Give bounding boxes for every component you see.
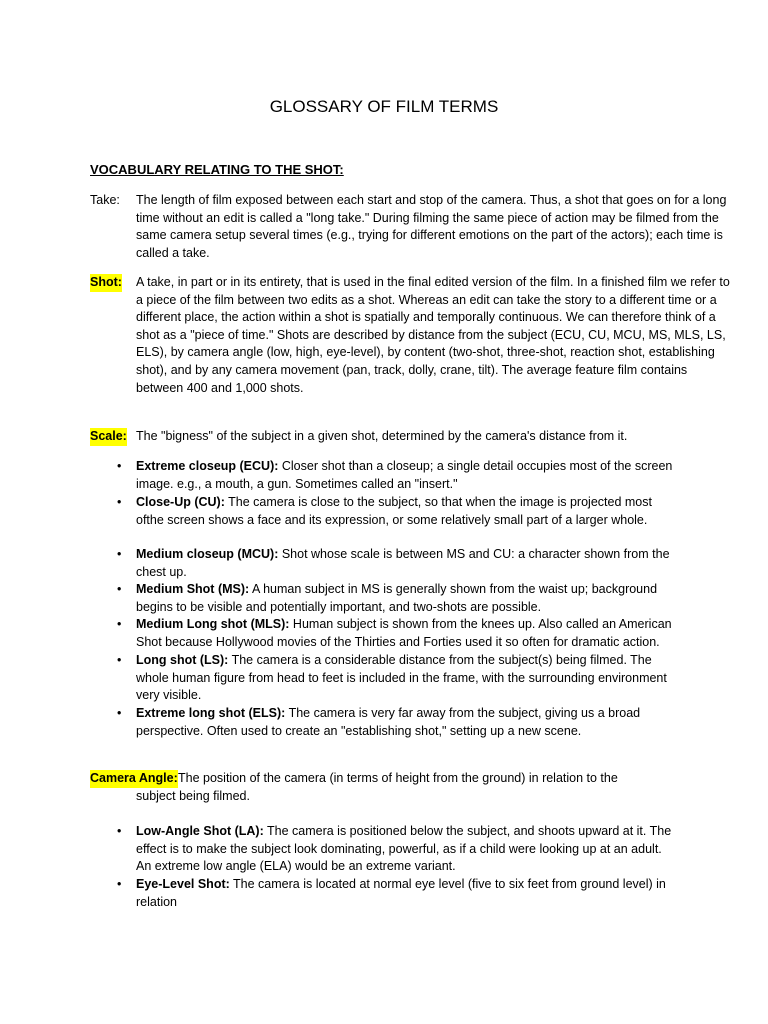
- bullet-icon: •: [117, 877, 122, 891]
- bullet-icon: •: [117, 459, 122, 473]
- definition-first-line: The position of the camera (in terms of height from the ground) in relation to the: [178, 771, 618, 785]
- term-definition: The length of film exposed between each start and stop of the camera. Thus, a shot that goes on for a long time without an edit is called a "long take." During filming the same piece of action may be filmed from the same camera setup several times (e.g., trying for different emotions on the part of the actors); each time is called a take.: [136, 193, 727, 260]
- list-definition: The camera is a considerable distance from the subject(s) being filmed. The whole human figure from head to feet is included in the frame, with the surrounding environment very visible.: [136, 653, 667, 703]
- list-term: Long shot (LS):: [136, 653, 229, 667]
- bullet-icon: •: [117, 495, 122, 509]
- definition-continuation: subject being filmed.: [136, 788, 250, 803]
- term-label-highlighted: Camera Angle:: [90, 770, 178, 788]
- term-label-highlighted: Scale:: [90, 428, 127, 446]
- list-term: Medium closeup (MCU):: [136, 547, 279, 561]
- bullet-icon: •: [117, 547, 122, 561]
- bullet-icon: •: [117, 653, 122, 667]
- list-definition: Human subject is shown from the knees up. Also called an American Shot because Hollywood movies of the Thirties and Forties used it so often for dramatic action.: [136, 617, 672, 649]
- list-definition: A human subject in MS is generally shown from the waist up; background begins to be visible and potentially important, and two-shots are possible.: [136, 582, 658, 614]
- list-term: Close-Up (CU):: [136, 495, 225, 509]
- page-title: GLOSSARY OF FILM TERMS: [269, 97, 499, 116]
- list-definition: Closer shot than a closeup; a single detail occupies most of the screen image. e.g., a mouth, a gun. Sometimes called an "insert.": [136, 459, 673, 491]
- list-definition: Shot whose scale is between MS and CU: a character shown from the chest up.: [136, 547, 670, 579]
- list-term: Extreme closeup (ECU):: [136, 459, 279, 473]
- term-label: Take:: [90, 193, 120, 207]
- list-definition: The camera is located at normal eye level (five to six feet from ground level) in relation: [136, 877, 666, 909]
- list-term: Eye-Level Shot:: [136, 877, 230, 891]
- bullet-icon: •: [117, 824, 122, 838]
- list-definition: The camera is close to the subject, so that when the image is projected most ofthe screen shows a face and its expression, or some relatively small part of a larger whole.: [136, 495, 652, 527]
- term-definition: The "bigness" of the subject in a given shot, determined by the camera's distance from it.: [136, 429, 628, 443]
- term-definition: A take, in part or in its entirety, that is used in the final edited version of the film. In a finished film we refer to a piece of the film between two edits as a shot. Whereas an edit can take the story to a different time or a different place, the action within a shot is spatially and temporally continuous. We can therefore think of a shot as a "piece of time." Shots are described by distance from the subject (ECU, CU, MCU, MS, MLS, LS, ELS), by camera angle (low, high, eye-level), by content (two-shot, three-shot, reaction shot, establishing shot), and by any camera movement (pan, track, dolly, crane, tilt). The average feature film contains between 400 and 1,000 shots.: [136, 275, 730, 395]
- list-term: Medium Shot (MS):: [136, 582, 250, 596]
- list-term: Low-Angle Shot (LA):: [136, 824, 264, 838]
- section-heading: VOCABULARY RELATING TO THE SHOT:: [90, 162, 344, 177]
- bullet-icon: •: [117, 582, 122, 596]
- bullet-icon: •: [117, 706, 122, 720]
- bullet-icon: •: [117, 617, 122, 631]
- term-label-highlighted: Shot:: [90, 274, 122, 292]
- list-term: Extreme long shot (ELS):: [136, 706, 286, 720]
- list-term: Medium Long shot (MLS):: [136, 617, 290, 631]
- list-definition: The camera is very far away from the subject, giving us a broad perspective. Often used to create an "establishing shot," setting up a new scene.: [136, 706, 641, 738]
- term-definition: [90, 770, 650, 805]
- list-definition: The camera is positioned below the subject, and shoots upward at it. The effect is to make the subject look dominating, powerful, as if a child were looking up at an adult. An extreme low angle (ELA) would be an extreme variant.: [136, 824, 672, 874]
